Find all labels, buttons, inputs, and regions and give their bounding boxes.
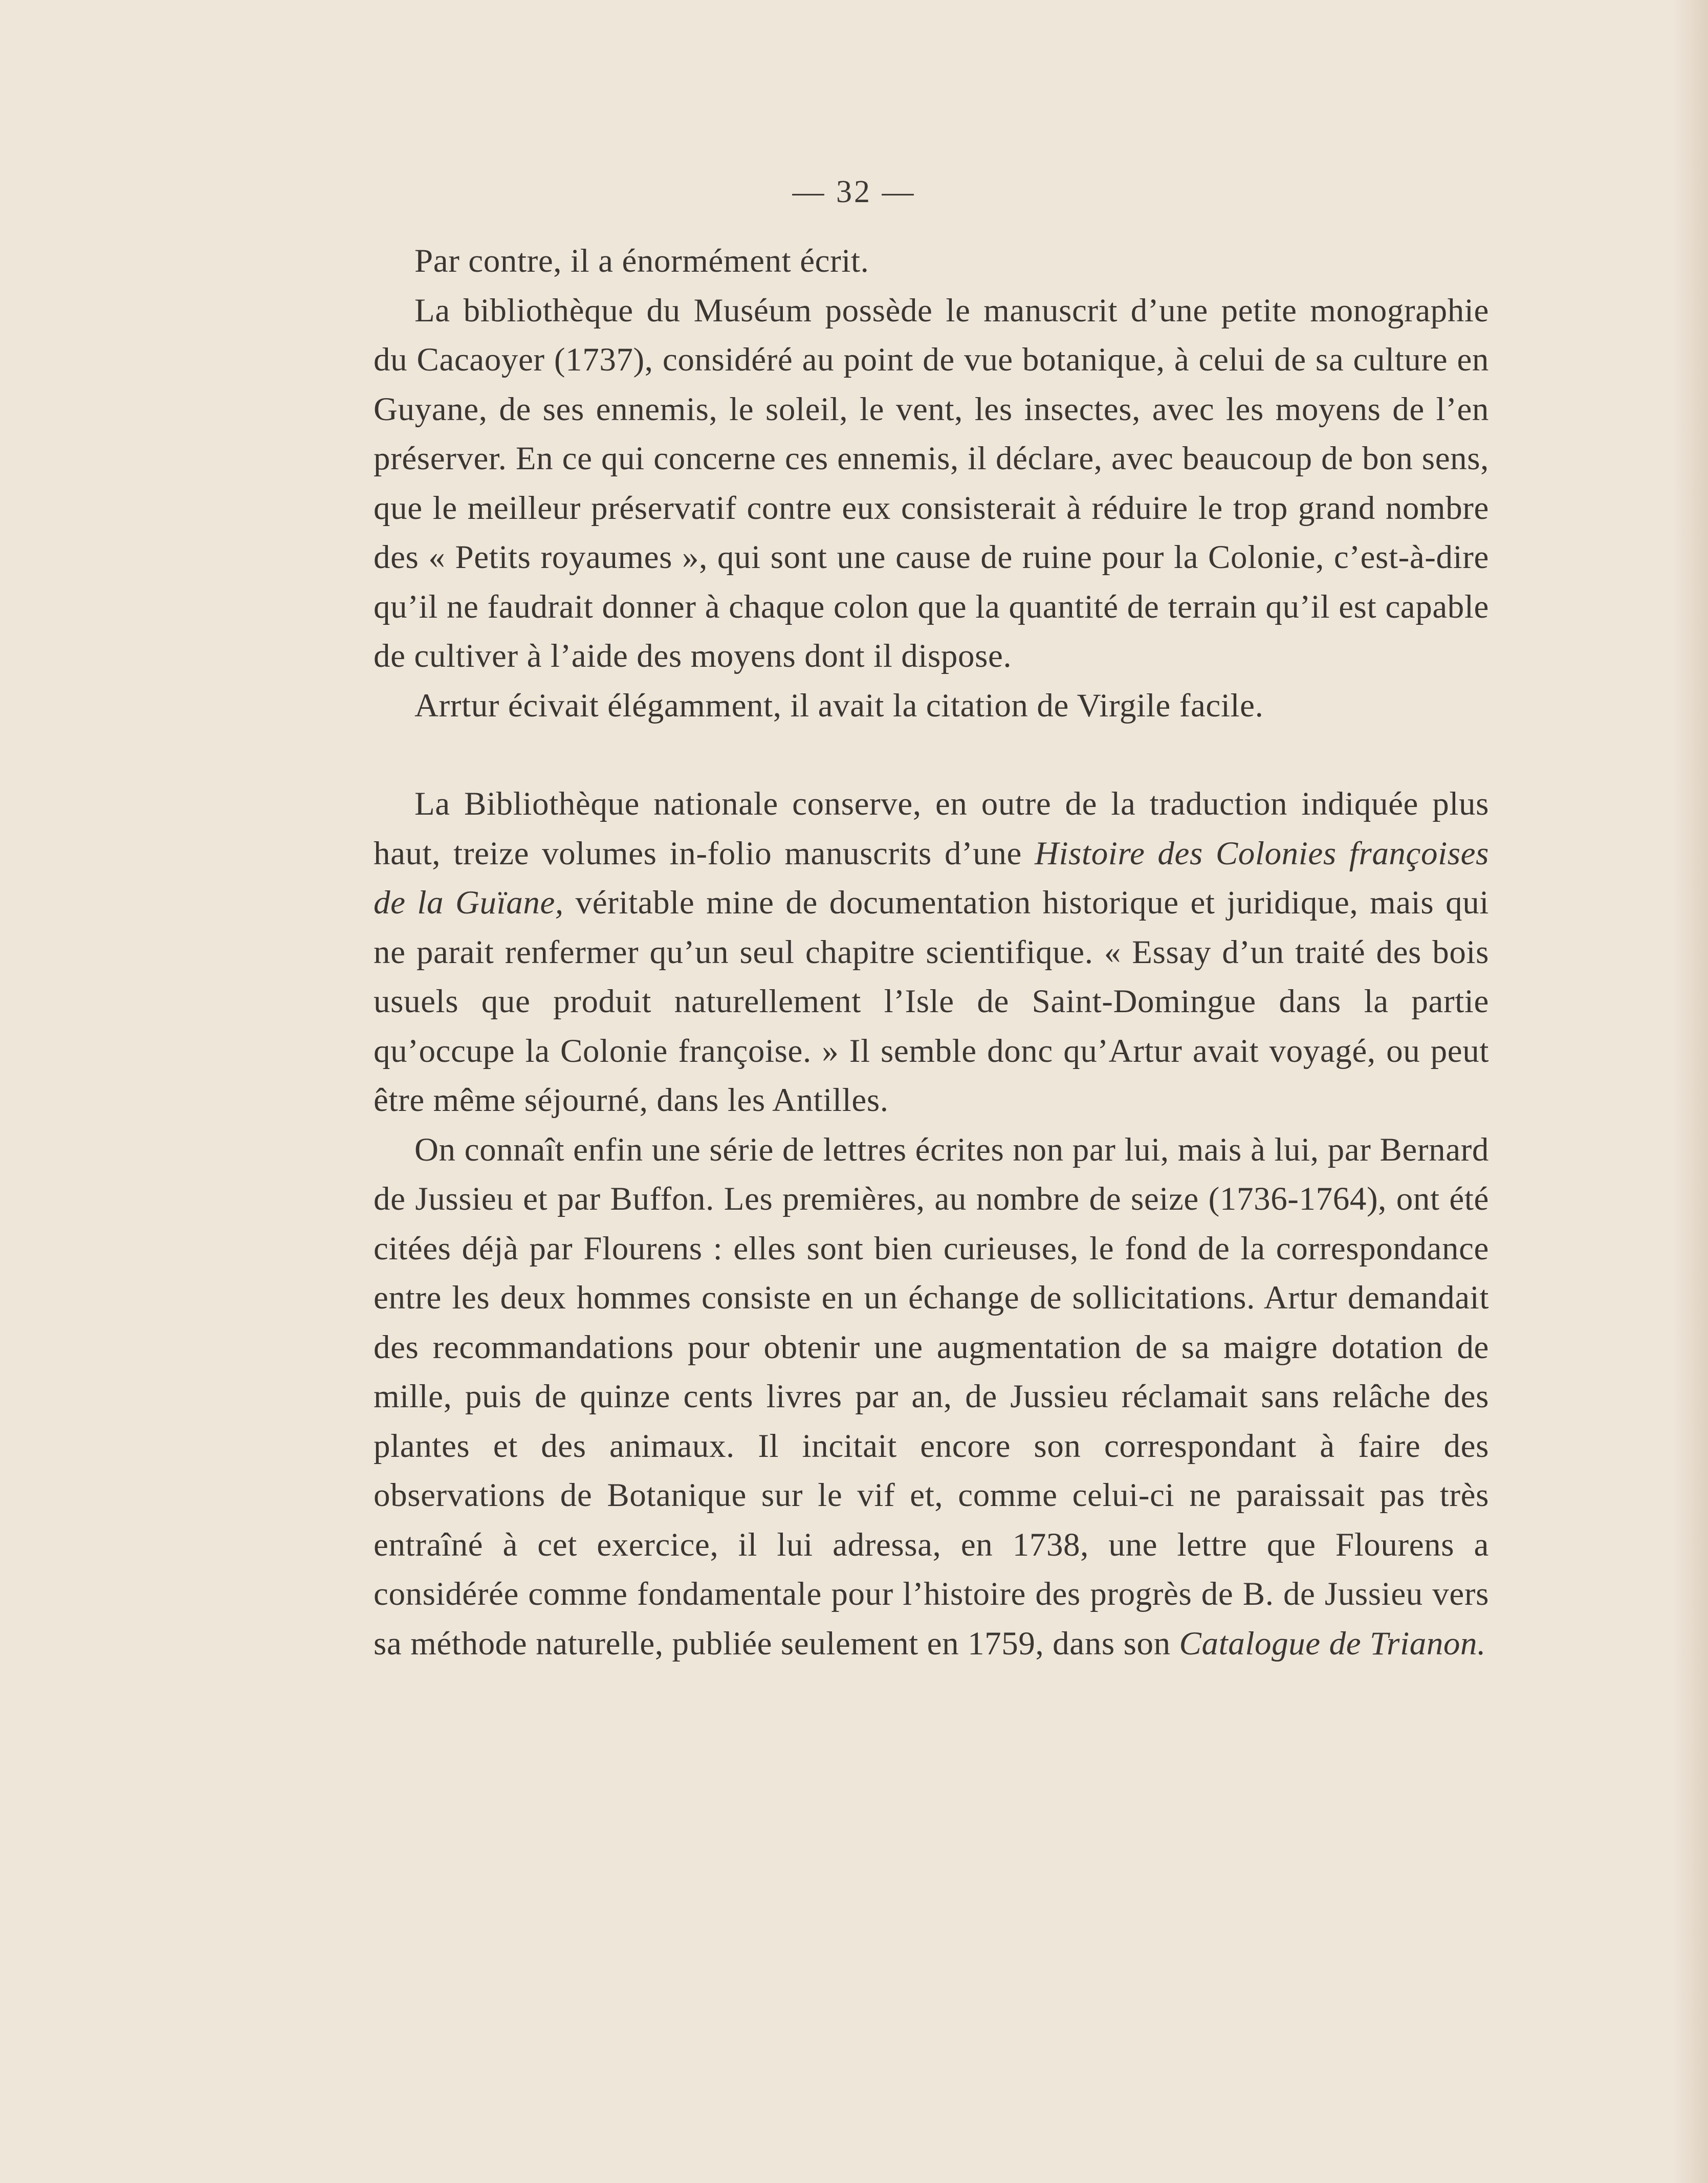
paragraph: [374, 681, 1489, 731]
page-edge-shadow: [1672, 0, 1708, 2183]
text-segment: Arrtur écivait élégamment, il avait la citation de Virgile facile.: [414, 687, 1264, 724]
text-segment: On connaît enfin une série de lettres écrites non par lui, mais à lui, par Bernard de Jussieu et par Buffon. Les premières, au nombre de seize (1736-1764), ont été citées déjà par Flourens : elles sont bien curieuses, le fond de la correspondance entre les deux hommes consiste en un échange de sollicitations. Artur demandait des recommandations pour obtenir une augmentation de sa maigre dotation de mille, puis de quinze cents livres par an, de Jussieu réclamait sans relâche des plantes et des animaux. Il incitait encore son correspondant à faire des observations de Botanique sur le vif et, comme celui-ci ne paraissait pas très entraîné à cet exercice, il lui adressa, en 1738, une lettre que Flourens a considérée comme fondamentale pour l’histoire des progrès de B. de Jussieu vers sa méthode naturelle, publiée seulement en 1759, dans son: [374, 1131, 1489, 1662]
text-segment: véritable mine de documentation historique et juridique, mais qui ne parait renfermer qu’un seul chapitre scientifique. « Essay d’un traité des bois usuels que produit naturellement l’Isle de Saint-Domingue dans la partie qu’occupe la Colonie françoise. » Il semble donc qu’Artur avait voyagé, ou peut être même séjourné, dans les Antilles.: [374, 884, 1489, 1119]
text-segment: La bibliothèque du Muséum possède le manuscrit d’une petite monographie du Cacaoyer (1737), considéré au point de vue botanique, à celui de sa culture en Guyane, de ses ennemis, le soleil, le vent, les insectes, avec les moyens de l’en préserver. En ce qui concerne ces ennemis, il déclare, avec beaucoup de bon sens, que le meilleur préservatif contre eux consisterait à réduire le trop grand nombre des « Petits royaumes », qui sont une cause de ruine pour la Colonie, c’est-à-dire qu’il ne faudrait donner à chaque colon que la quantité de terrain qu’il est capable de cultiver à l’aide des moyens dont il dispose.: [374, 292, 1489, 674]
text-segment: La Bibliothèque nationale conserve, en outre de la traduction indiquée plus haut, treize volumes in-folio manuscrits d’une: [374, 785, 1489, 872]
paragraph: [374, 236, 1489, 286]
paragraph: [374, 779, 1489, 1125]
body-text: [374, 236, 1489, 1668]
paragraph: [374, 1125, 1489, 1669]
italic-title: Catalogue de Trianon.: [1179, 1625, 1486, 1662]
text-segment: Par contre, il a énormément écrit.: [414, 243, 869, 279]
paragraph: [374, 286, 1489, 681]
italic-title: Histoire des Colonies françoises de la Guïane,: [374, 835, 1489, 921]
page-number: — 32 —: [792, 174, 916, 209]
